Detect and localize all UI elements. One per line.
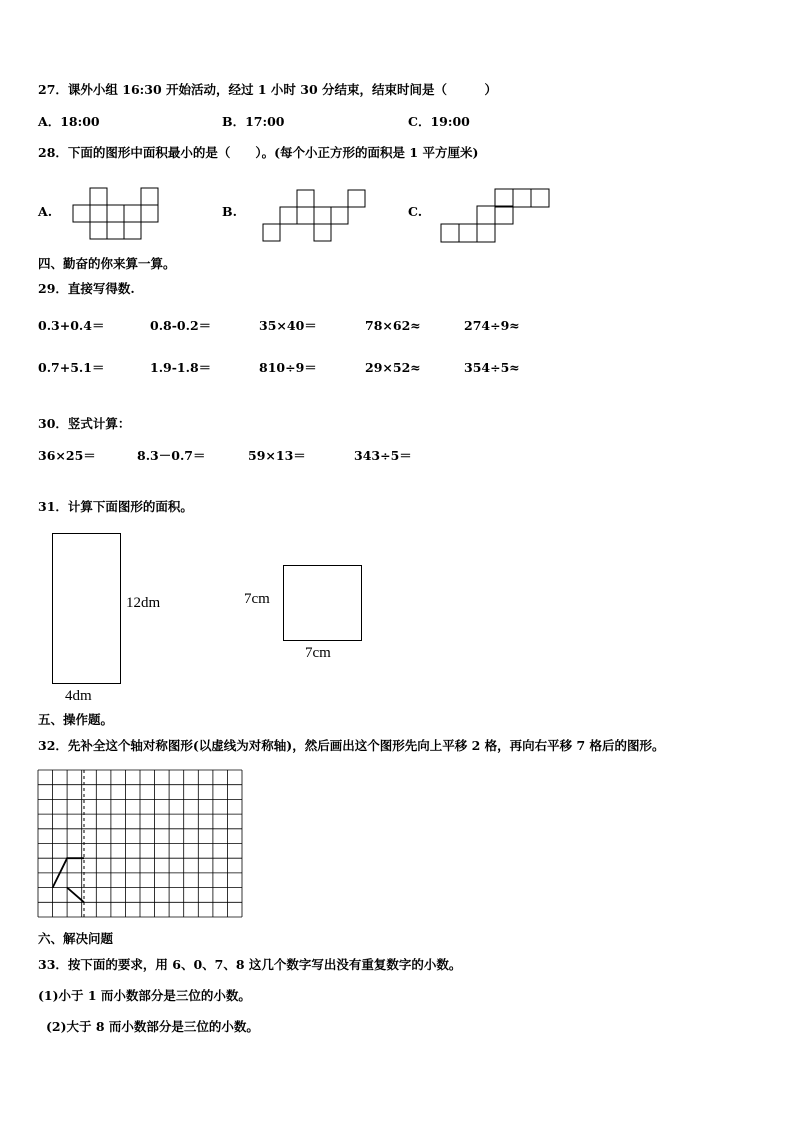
vertical-calc-item: 36×25＝	[38, 448, 96, 463]
square-side-label: 7cm	[244, 591, 270, 607]
square-figure	[283, 565, 362, 641]
calc-item: 1.9-1.8＝	[150, 360, 212, 375]
question-30-stem: 30．竖式计算：	[38, 416, 131, 431]
calc-item: 0.8-0.2＝	[150, 318, 212, 333]
rectangle-width-label: 4dm	[65, 688, 92, 704]
question-32-stem: 32．先补全这个轴对称图形(以虚线为对称轴)，然后画出这个图形先向上平移 2 格，再向右平移 7 格后的图形。	[38, 738, 665, 753]
calc-item: 78×62≈	[365, 318, 421, 333]
shape-b-figure	[262, 188, 377, 248]
section-6-heading: 六、解决问题	[38, 931, 114, 946]
vertical-calc-item: 343÷5＝	[354, 448, 412, 463]
option-b: B．17:00	[222, 114, 285, 129]
question-29-stem: 29．直接写得数.	[38, 281, 135, 296]
calc-item: 29×52≈	[365, 360, 421, 375]
calc-item: 354÷5≈	[464, 360, 520, 375]
calc-item: 0.7+5.1＝	[38, 360, 105, 375]
question-33-part-2: (2)大于 8 而小数部分是三位的小数。	[46, 1019, 259, 1034]
grid-figure	[37, 769, 245, 921]
rectangle-height-label: 12dm	[126, 595, 161, 611]
question-31-stem: 31．计算下面图形的面积。	[38, 499, 193, 514]
calc-item: 0.3+0.4＝	[38, 318, 105, 333]
shape-label-b: B.	[222, 204, 237, 219]
question-27-stem: 27．课外小组 16:30 开始活动，经过 1 小时 30 分结束，结束时间是（ ）	[38, 82, 498, 97]
question-33-part-1: (1)小于 1 而小数部分是三位的小数。	[38, 988, 251, 1003]
square-bottom-label: 7cm	[305, 645, 331, 661]
shape-label-c: C.	[408, 204, 423, 219]
calc-item: 274÷9≈	[464, 318, 520, 333]
shape-a-figure	[60, 185, 170, 245]
option-a: A．18:00	[38, 114, 100, 129]
option-c: C．19:00	[408, 114, 470, 129]
question-28-stem: 28．下面的图形中面积最小的是（ ）。(每个小正方形的面积是 1 平方厘米)	[38, 145, 479, 160]
shape-label-a: A.	[38, 204, 53, 219]
vertical-calc-item: 59×13＝	[248, 448, 306, 463]
rectangle-figure	[52, 533, 121, 684]
vertical-calc-item: 8.3－0.7＝	[137, 448, 206, 463]
section-5-heading: 五、操作题。	[38, 712, 114, 727]
shape-c-figure	[440, 188, 555, 248]
section-4-heading: 四、勤奋的你来算一算。	[38, 256, 176, 271]
question-33-stem: 33．按下面的要求，用 6、0、7、8 这几个数字写出没有重复数字的小数。	[38, 957, 462, 972]
calc-item: 810÷9＝	[259, 360, 317, 375]
calc-item: 35×40＝	[259, 318, 317, 333]
